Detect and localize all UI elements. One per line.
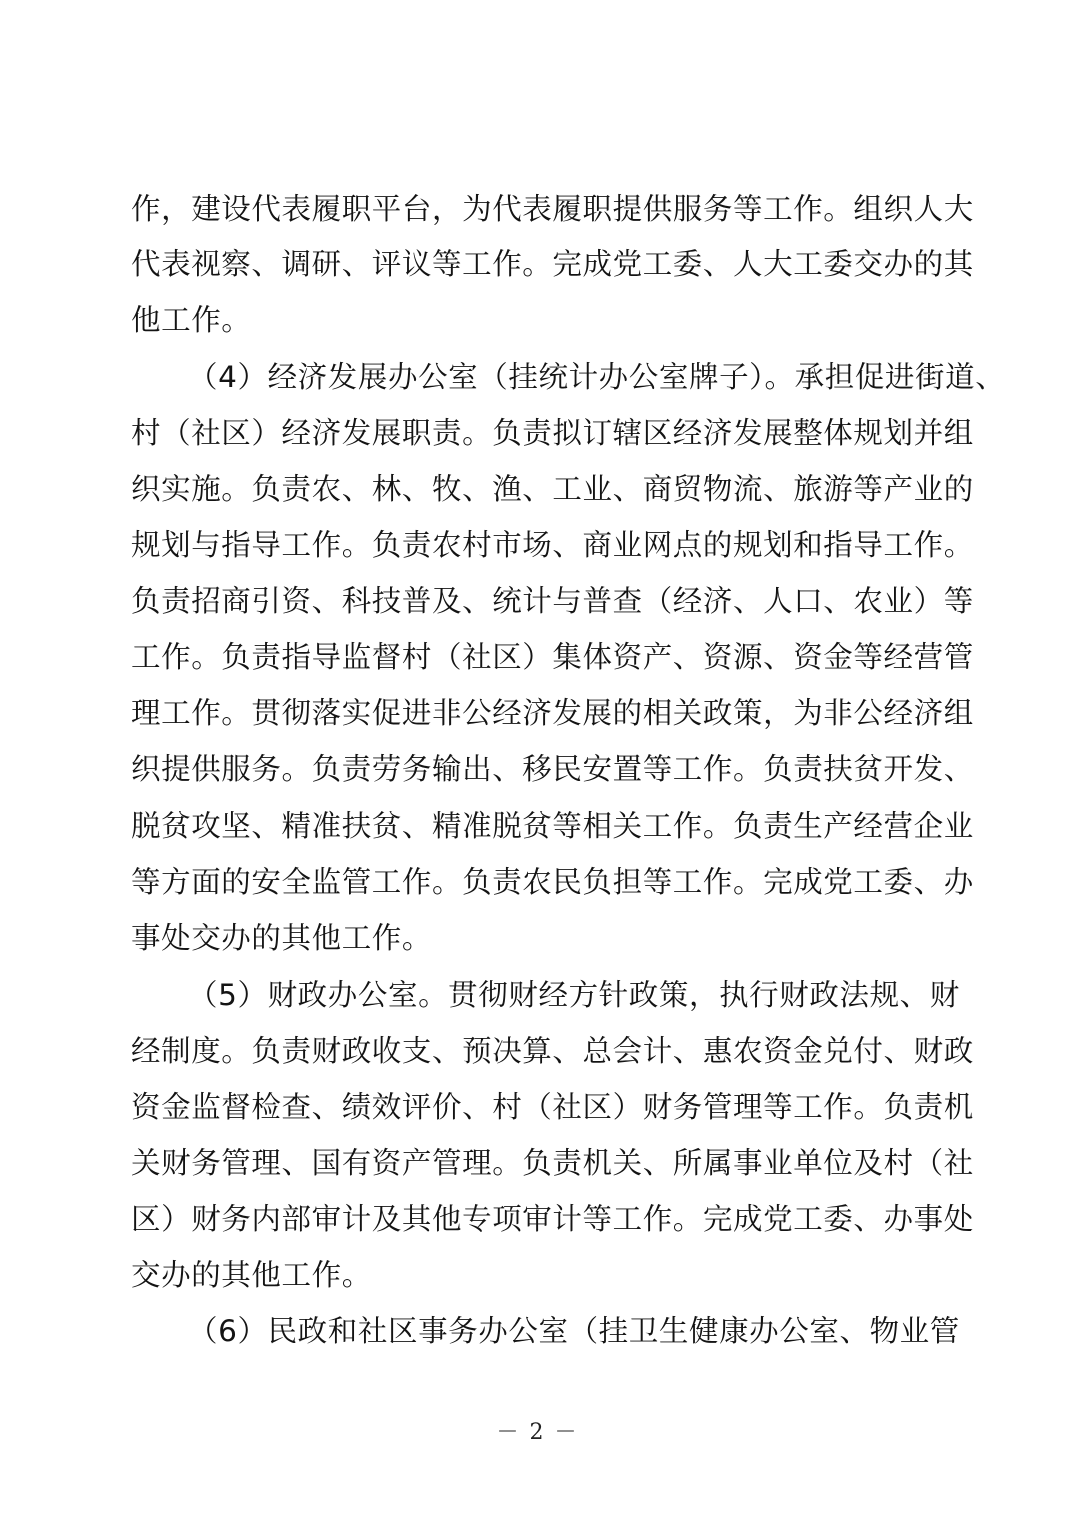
- text-line: 织提供服务。负责劳务输出、移民安置等工作。负责扶贫开发、: [131, 752, 974, 786]
- paragraph-heading-5: （5）财政办公室。贯彻财经方针政策，执行财政法规、财: [188, 978, 960, 1012]
- paragraph-heading-6: （6）民政和社区事务办公室（挂卫生健康办公室、物业管: [188, 1314, 960, 1348]
- text-line: 事处交办的其他工作。: [131, 921, 433, 955]
- text-line: 区）财务内部审计及其他专项审计等工作。完成党工委、办事处: [131, 1202, 974, 1236]
- text-line: 理工作。贯彻落实促进非公经济发展的相关政策，为非公经济组: [131, 696, 974, 730]
- text-line: 村（社区）经济发展职责。负责拟订辖区经济发展整体规划并组: [131, 416, 974, 450]
- page-number: － 2 －: [496, 1420, 579, 1445]
- text-line: 工作。负责指导监督村（社区）集体资产、资源、资金等经营管: [131, 640, 974, 674]
- text-line: 交办的其他工作。: [131, 1258, 372, 1292]
- text-line: 规划与指导工作。负责农村市场、商业网点的规划和指导工作。: [131, 528, 974, 562]
- text-line: 经制度。负责财政收支、预决算、总会计、惠农资金兑付、财政: [131, 1034, 974, 1068]
- text-line: 关财务管理、国有资产管理。负责机关、所属事业单位及村（社: [131, 1146, 974, 1180]
- text-line: 等方面的安全监管工作。负责农民负担等工作。完成党工委、办: [131, 865, 974, 899]
- text-line: 负责招商引资、科技普及、统计与普查（经济、人口、农业）等: [131, 584, 974, 618]
- text-line: 他工作。: [131, 303, 252, 337]
- text-line: 脱贫攻坚、精准扶贫、精准脱贫等相关工作。负责生产经营企业: [131, 809, 974, 843]
- text-line: 织实施。负责农、林、牧、渔、工业、商贸物流、旅游等产业的: [131, 472, 974, 506]
- text-line: 作，建设代表履职平台，为代表履职提供服务等工作。组织人大: [131, 192, 974, 226]
- paragraph-heading-4: （4）经济发展办公室（挂统计办公室牌子）。承担促进街道、: [188, 360, 1006, 394]
- text-line: 代表视察、调研、评议等工作。完成党工委、人大工委交办的其: [131, 247, 974, 281]
- text-line: 资金监督检查、绩效评价、村（社区）财务管理等工作。负责机: [131, 1090, 974, 1124]
